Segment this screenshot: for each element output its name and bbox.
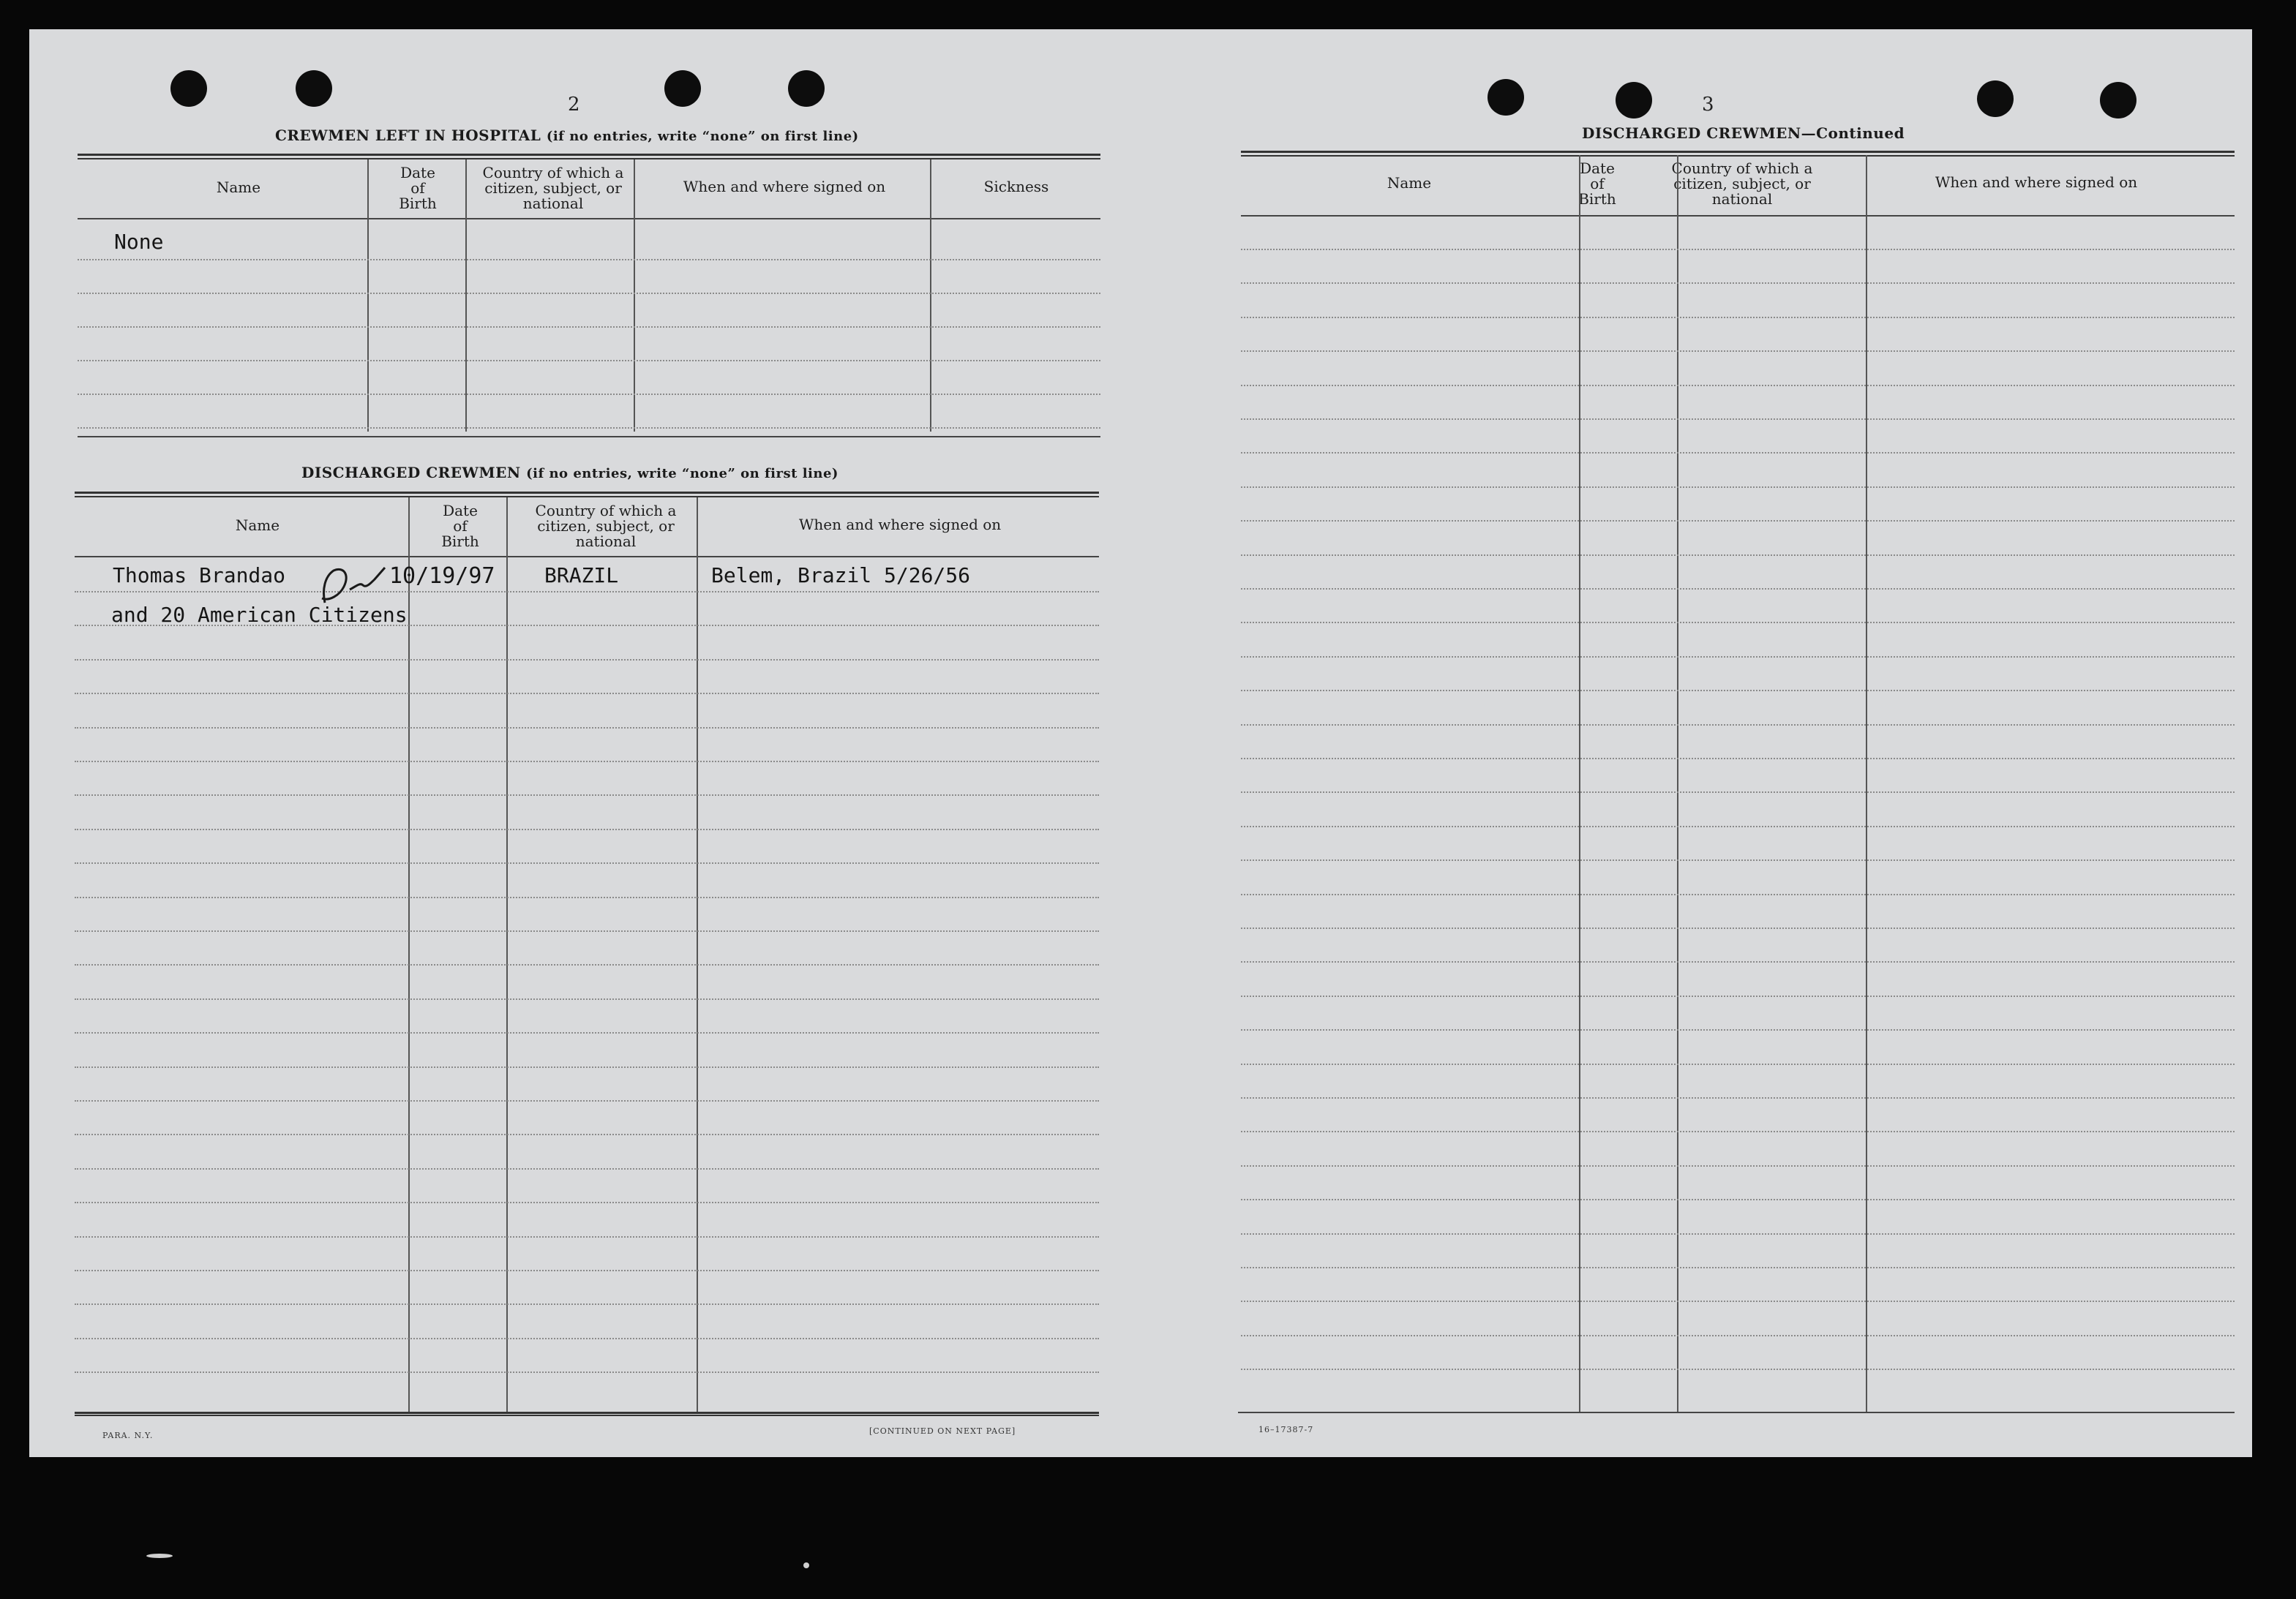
column-divider — [367, 159, 369, 432]
printer-mark: PARA. N.Y. — [102, 1431, 154, 1440]
row-line — [1241, 317, 2235, 318]
punch-hole — [2100, 82, 2136, 118]
row-line — [1241, 656, 2235, 658]
column-header-name: Name — [216, 178, 261, 196]
hospital-row-name: None — [114, 230, 164, 254]
row-line — [1241, 622, 2235, 623]
row-line — [75, 862, 1099, 864]
column-divider — [1677, 155, 1678, 1413]
discharged-row-signed-on: Belem, Brazil 5/26/56 — [711, 563, 971, 587]
row-line — [1241, 961, 2235, 963]
row-line — [1241, 1131, 2235, 1132]
column-header-sickness: Sickness — [983, 178, 1049, 195]
row-line — [1241, 1233, 2235, 1235]
row-line — [1241, 1199, 2235, 1200]
row-line — [75, 1372, 1099, 1373]
row-line — [1241, 1301, 2235, 1302]
row-line — [1241, 690, 2235, 691]
row-line — [1241, 1097, 2235, 1099]
row-line — [1241, 486, 2235, 488]
column-header-country — [1646, 161, 1838, 207]
discharged-section-title — [301, 464, 839, 481]
row-line — [75, 659, 1099, 661]
column-header-country — [470, 165, 637, 211]
row-line — [1241, 996, 2235, 997]
hospital-section-title — [275, 127, 859, 144]
punch-hole — [664, 70, 701, 107]
row-line — [1241, 282, 2235, 284]
row-line — [1241, 826, 2235, 827]
header-rule — [75, 492, 1099, 497]
row-line — [1241, 452, 2235, 454]
discharged-row-dob: 10/19/97 — [389, 563, 495, 589]
row-line — [75, 693, 1099, 694]
row-line — [1241, 1064, 2235, 1065]
row-line — [1241, 791, 2235, 793]
column-header-signed-on: When and where signed on — [1935, 173, 2138, 191]
column-header-name: Name — [235, 516, 280, 534]
row-line — [1241, 1369, 2235, 1370]
column-header-country-text: Country of which a citizen, subject, or national — [535, 502, 677, 550]
column-divider — [408, 497, 410, 1412]
column-header-country-text: Country of which a citizen, subject, or national — [482, 164, 624, 212]
column-header-country-text: Country of which a citizen, subject, or national — [1671, 159, 1813, 208]
row-line — [1241, 588, 2235, 590]
row-line — [1241, 418, 2235, 420]
row-line — [1241, 1029, 2235, 1031]
row-line — [75, 897, 1099, 898]
row-line — [78, 427, 1100, 429]
header-bottom-rule — [78, 218, 1100, 219]
row-line — [75, 727, 1099, 729]
right-page — [1200, 29, 2252, 1457]
header-rule — [78, 154, 1100, 159]
row-line — [75, 1303, 1099, 1305]
header-rule — [1241, 151, 2235, 157]
column-divider — [930, 159, 931, 432]
footer-rule — [1238, 1412, 2235, 1413]
row-line — [75, 1270, 1099, 1271]
column-header-date-of-birth — [1548, 161, 1646, 207]
row-line — [75, 794, 1099, 796]
row-line — [78, 326, 1100, 328]
row-line — [75, 1202, 1099, 1203]
column-divider — [1866, 155, 1867, 1413]
row-line — [78, 360, 1100, 361]
discharged-row-name: and 20 American Citizens — [111, 603, 408, 627]
row-line — [75, 829, 1099, 830]
row-line — [75, 1032, 1099, 1034]
document-sheet — [29, 29, 2252, 1457]
row-line — [1241, 758, 2235, 759]
column-header-date-of-birth — [411, 503, 509, 549]
page-number: 2 — [568, 94, 580, 116]
column-header-dob-text: Date of Birth — [1578, 159, 1616, 208]
punch-hole — [170, 70, 207, 107]
column-header-signed-on: When and where signed on — [798, 516, 1002, 533]
page-number: 3 — [1702, 94, 1714, 116]
column-divider — [634, 159, 635, 432]
punch-hole — [1616, 82, 1652, 118]
section-bottom-rule — [78, 436, 1100, 437]
column-header-signed-on: When and where signed on — [683, 178, 886, 195]
row-line — [1241, 859, 2235, 861]
row-line — [1241, 1335, 2235, 1336]
column-header-dob-text: Date of Birth — [441, 502, 479, 550]
form-number: 16–17387-7 — [1258, 1425, 1314, 1434]
row-line — [75, 930, 1099, 932]
row-line — [75, 591, 1099, 592]
scan-speck — [803, 1562, 809, 1568]
continued-section-title: DISCHARGED CREWMEN—Continued — [1582, 124, 1905, 142]
discharged-row-name: Thomas Brandao — [113, 563, 286, 587]
row-line — [75, 1134, 1099, 1135]
row-line — [78, 259, 1100, 260]
row-line — [78, 394, 1100, 395]
column-divider — [697, 497, 698, 1412]
row-line — [75, 761, 1099, 762]
column-header-date-of-birth — [370, 165, 465, 211]
row-line — [75, 1168, 1099, 1170]
column-header-dob-text: Date of Birth — [399, 164, 437, 212]
punch-hole — [1977, 80, 2014, 117]
row-line — [1241, 1165, 2235, 1167]
footer-rule — [75, 1412, 1099, 1416]
column-divider — [1579, 155, 1580, 1413]
header-bottom-rule — [1241, 215, 2235, 217]
hospital-section-title-main: CREWMEN LEFT IN HOSPITAL — [275, 127, 541, 144]
row-line — [75, 1066, 1099, 1068]
row-line — [75, 1236, 1099, 1238]
row-line — [1241, 520, 2235, 522]
discharged-row-country: BRAZIL — [544, 563, 619, 587]
row-line — [1241, 249, 2235, 250]
row-line — [1241, 1267, 2235, 1268]
column-divider — [465, 159, 467, 432]
row-line — [1241, 385, 2235, 386]
column-header-name: Name — [1387, 174, 1432, 192]
row-line — [1241, 928, 2235, 929]
column-header-country — [509, 503, 702, 549]
discharged-section-title-note: (if no entries, write “none” on first line) — [526, 466, 839, 481]
left-page — [29, 29, 1112, 1457]
punch-hole — [296, 70, 332, 107]
row-line — [78, 293, 1100, 294]
punch-hole — [1487, 79, 1524, 116]
row-line — [75, 1100, 1099, 1102]
row-line — [1241, 554, 2235, 556]
row-line — [75, 998, 1099, 1000]
column-divider — [506, 497, 508, 1412]
scan-speck — [146, 1554, 173, 1558]
row-line — [1241, 894, 2235, 895]
row-line — [1241, 350, 2235, 352]
punch-hole — [788, 70, 825, 107]
row-line — [75, 1338, 1099, 1339]
continued-note: [CONTINUED ON NEXT PAGE] — [869, 1426, 1016, 1436]
row-line — [75, 964, 1099, 966]
discharged-section-title-main: DISCHARGED CREWMEN — [301, 464, 521, 481]
header-bottom-rule — [75, 556, 1099, 557]
row-line — [1241, 724, 2235, 726]
hospital-section-title-note: (if no entries, write “none” on first line) — [546, 129, 859, 144]
